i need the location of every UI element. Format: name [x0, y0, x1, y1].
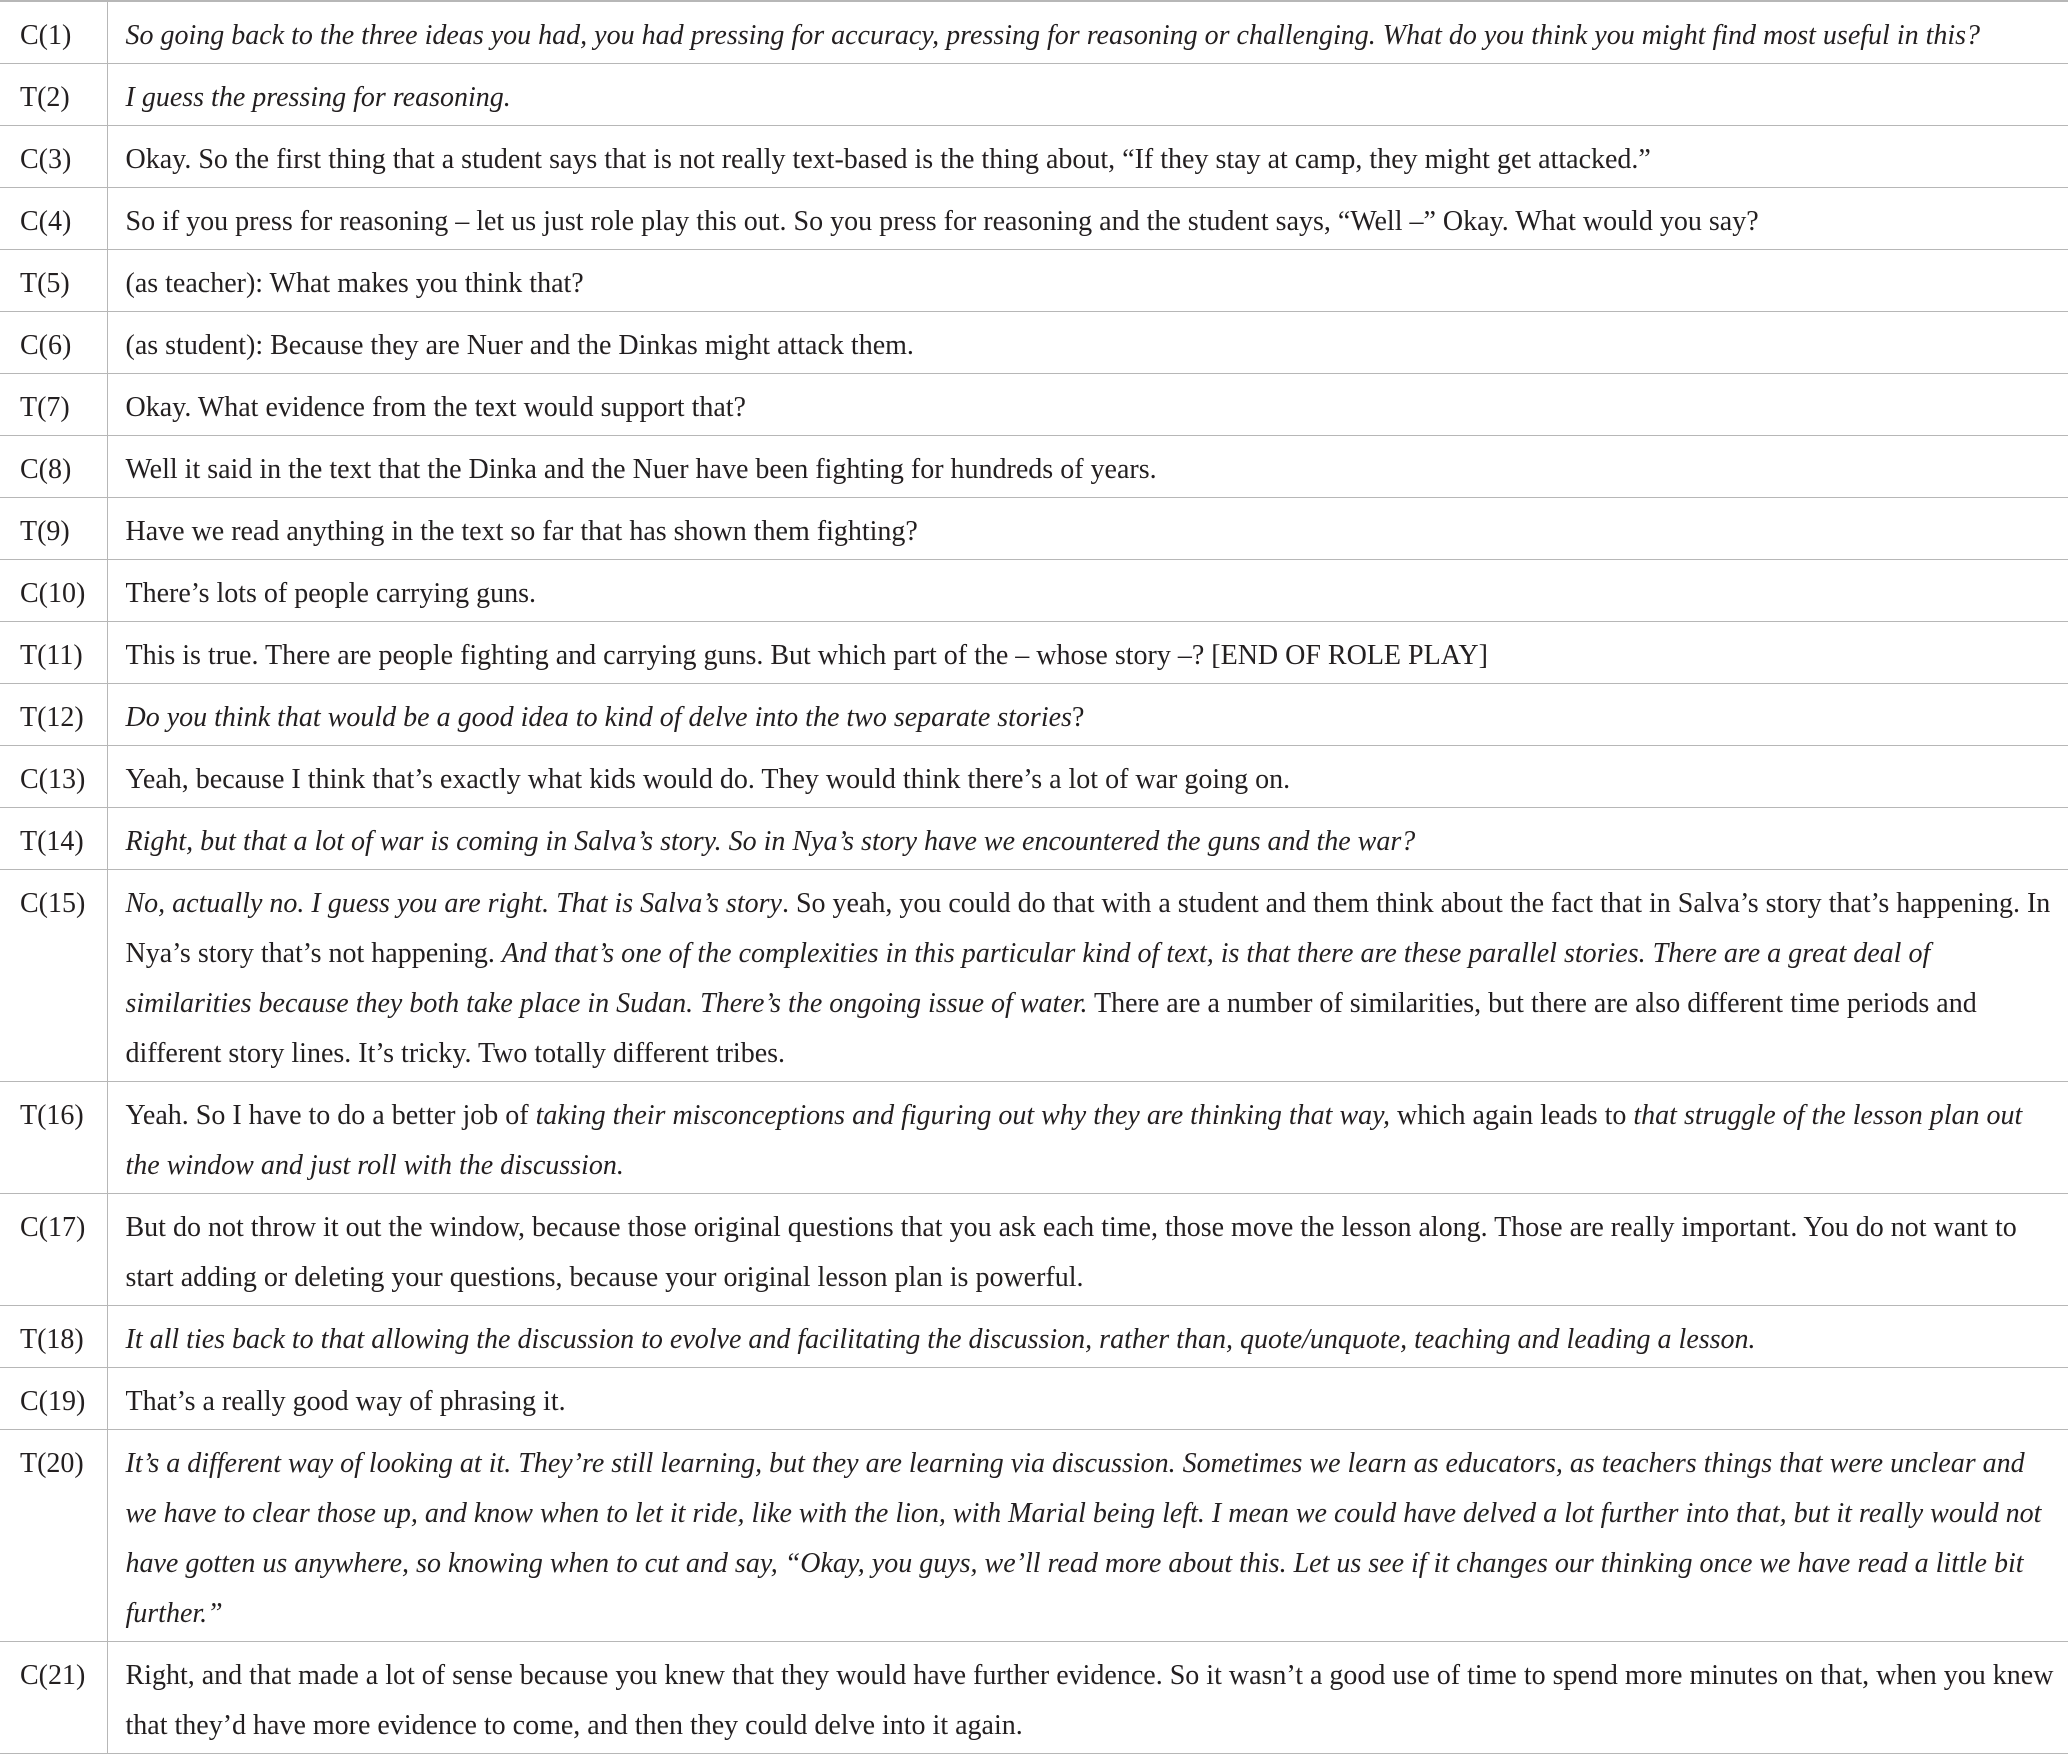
utterance-segment: This is true. There are people fighting and carrying guns. But which part of the – whose story –? [END OF ROLE PLAY]	[125, 640, 1488, 671]
utterance-cell	[107, 870, 2068, 1082]
utterance-segment: That’s a really good way of phrasing it.	[125, 1386, 566, 1417]
speaker-cell: T(2)	[0, 64, 107, 126]
table-row	[0, 1194, 2068, 1306]
speaker-cell: C(3)	[0, 126, 107, 188]
table-row	[0, 374, 2068, 436]
table-row	[0, 250, 2068, 312]
table-row	[0, 1082, 2068, 1194]
utterance-segment: Okay. What evidence from the text would support that?	[125, 392, 746, 423]
speaker-cell: C(8)	[0, 436, 107, 498]
speaker-cell: T(7)	[0, 374, 107, 436]
utterance-cell	[107, 1430, 2068, 1642]
table-row	[0, 126, 2068, 188]
table-row	[0, 64, 2068, 126]
speaker-cell: C(6)	[0, 312, 107, 374]
utterance-segment: No, actually no. I guess you are right. That is Salva’s story	[125, 888, 782, 919]
speaker-cell: T(11)	[0, 622, 107, 684]
utterance-segment: I guess the pressing for reasoning.	[125, 82, 511, 113]
utterance-cell	[107, 622, 2068, 684]
utterance-segment: ?	[1071, 702, 1085, 733]
table-row	[0, 1368, 2068, 1430]
utterance-segment: Well it said in the text that the Dinka and the Nuer have been fighting for hundreds of years.	[125, 454, 1157, 485]
utterance-cell	[107, 498, 2068, 560]
speaker-cell: C(15)	[0, 870, 107, 1082]
utterance-segment: So if you press for reasoning – let us just role play this out. So you press for reasoning and the student says, “Well –” Okay. What would you say?	[125, 206, 1759, 237]
utterance-cell	[107, 1642, 2068, 1754]
table-row	[0, 1306, 2068, 1368]
utterance-cell	[107, 64, 2068, 126]
speaker-cell: C(13)	[0, 746, 107, 808]
utterance-cell	[107, 746, 2068, 808]
speaker-cell: T(16)	[0, 1082, 107, 1194]
utterance-segment: There are a number of similarities, but there are also different time periods and different story lines. It’s tricky. Two totally different tribes.	[125, 988, 1977, 1069]
speaker-cell: T(14)	[0, 808, 107, 870]
table-row	[0, 560, 2068, 622]
speaker-cell: T(12)	[0, 684, 107, 746]
utterance-segment: which again leads to	[1390, 1100, 1634, 1131]
utterance-cell	[107, 436, 2068, 498]
utterance-segment: It’s a different way of looking at it. They’re still learning, but they are learning via discussion. Sometimes we learn as educators, as teachers things that were unclear and we have to clear those up, and know when to let it ride, like with the lion, with Marial being left. I mean we could have delved a lot further into that, but it really would not have gotten us anywhere, so knowing when to cut and say, “Okay, you guys, we’ll read more about this. Let us see if it changes our thinking once we have read a little bit further.”	[125, 1448, 2042, 1629]
utterance-segment: Okay. So the first thing that a student says that is not really text-based is the thing about, “If they stay at camp, they might get attacked.”	[125, 144, 1651, 175]
speaker-cell: C(19)	[0, 1368, 107, 1430]
speaker-cell: C(1)	[0, 1, 107, 64]
utterance-cell	[107, 188, 2068, 250]
speaker-cell: T(20)	[0, 1430, 107, 1642]
utterance-cell	[107, 250, 2068, 312]
utterance-segment: Yeah. So I have to do a better job of	[125, 1100, 536, 1131]
speaker-cell: T(18)	[0, 1306, 107, 1368]
table-row	[0, 870, 2068, 1082]
utterance-cell	[107, 1082, 2068, 1194]
table-row	[0, 1430, 2068, 1642]
utterance-segment: There’s lots of people carrying guns.	[125, 578, 537, 609]
utterance-segment: taking their misconceptions and figuring out why they are thinking that way,	[535, 1100, 1391, 1131]
utterance-cell	[107, 126, 2068, 188]
table-row	[0, 622, 2068, 684]
speaker-cell: C(17)	[0, 1194, 107, 1306]
speaker-cell: C(4)	[0, 188, 107, 250]
utterance-cell	[107, 1194, 2068, 1306]
speaker-cell: T(5)	[0, 250, 107, 312]
utterance-segment: Do you think that would be a good idea to kind of delve into the two separate stories	[125, 702, 1072, 733]
transcript-body	[0, 1, 2068, 1754]
utterance-segment: (as student): Because they are Nuer and the Dinkas might attack them.	[125, 330, 914, 361]
utterance-cell	[107, 374, 2068, 436]
utterance-segment: Right, and that made a lot of sense because you knew that they would have further evidence. So it wasn’t a good use of time to spend more minutes on that, when you knew that they’d have more evidence to come, and then they could delve into it again.	[125, 1660, 2054, 1741]
table-row	[0, 312, 2068, 374]
utterance-cell	[107, 684, 2068, 746]
utterance-cell	[107, 1368, 2068, 1430]
table-row	[0, 188, 2068, 250]
utterance-segment: So going back to the three ideas you had, you had pressing for accuracy, pressing for reasoning or challenging. What do you think you might find most useful in this?	[125, 20, 1981, 51]
speaker-cell: C(10)	[0, 560, 107, 622]
utterance-cell	[107, 560, 2068, 622]
utterance-segment: (as teacher): What makes you think that?	[125, 268, 584, 299]
utterance-segment: Have we read anything in the text so far that has shown them fighting?	[125, 516, 918, 547]
utterance-cell	[107, 1306, 2068, 1368]
speaker-cell: T(9)	[0, 498, 107, 560]
table-row	[0, 684, 2068, 746]
utterance-segment: It all ties back to that allowing the discussion to evolve and facilitating the discussion, rather than, quote/unquote, teaching and leading a lesson.	[125, 1324, 1756, 1355]
speaker-cell: C(21)	[0, 1642, 107, 1754]
utterance-segment: Yeah, because I think that’s exactly what kids would do. They would think there’s a lot of war going on.	[125, 764, 1291, 795]
utterance-segment: And that’s one of the complexities in this particular kind of text, is that there are these parallel stories. There are a great deal of similarities because they both take place in Sudan. There’s the ongoing issue of water.	[125, 938, 1931, 1019]
utterance-cell	[107, 1, 2068, 64]
utterance-segment: But do not throw it out the window, because those original questions that you ask each time, those move the lesson along. Those are really important. You do not want to start adding or deleting your questions, because your original lesson plan is powerful.	[125, 1212, 2017, 1293]
utterance-segment: that struggle of the lesson plan out the window and just roll with the discussion.	[125, 1100, 2023, 1181]
utterance-segment: . So yeah, you could do that with a student and them think about the fact that in Salva’s story that’s happening. In Nya’s story that’s not happening.	[125, 888, 2051, 969]
table-row	[0, 746, 2068, 808]
utterance-cell	[107, 312, 2068, 374]
table-row	[0, 498, 2068, 560]
utterance-segment: Right, but that a lot of war is coming in Salva’s story. So in Nya’s story have we encountered the guns and the war?	[125, 826, 1416, 857]
table-row	[0, 1, 2068, 64]
table-row	[0, 436, 2068, 498]
table-row	[0, 808, 2068, 870]
utterance-cell	[107, 808, 2068, 870]
table-row	[0, 1642, 2068, 1754]
